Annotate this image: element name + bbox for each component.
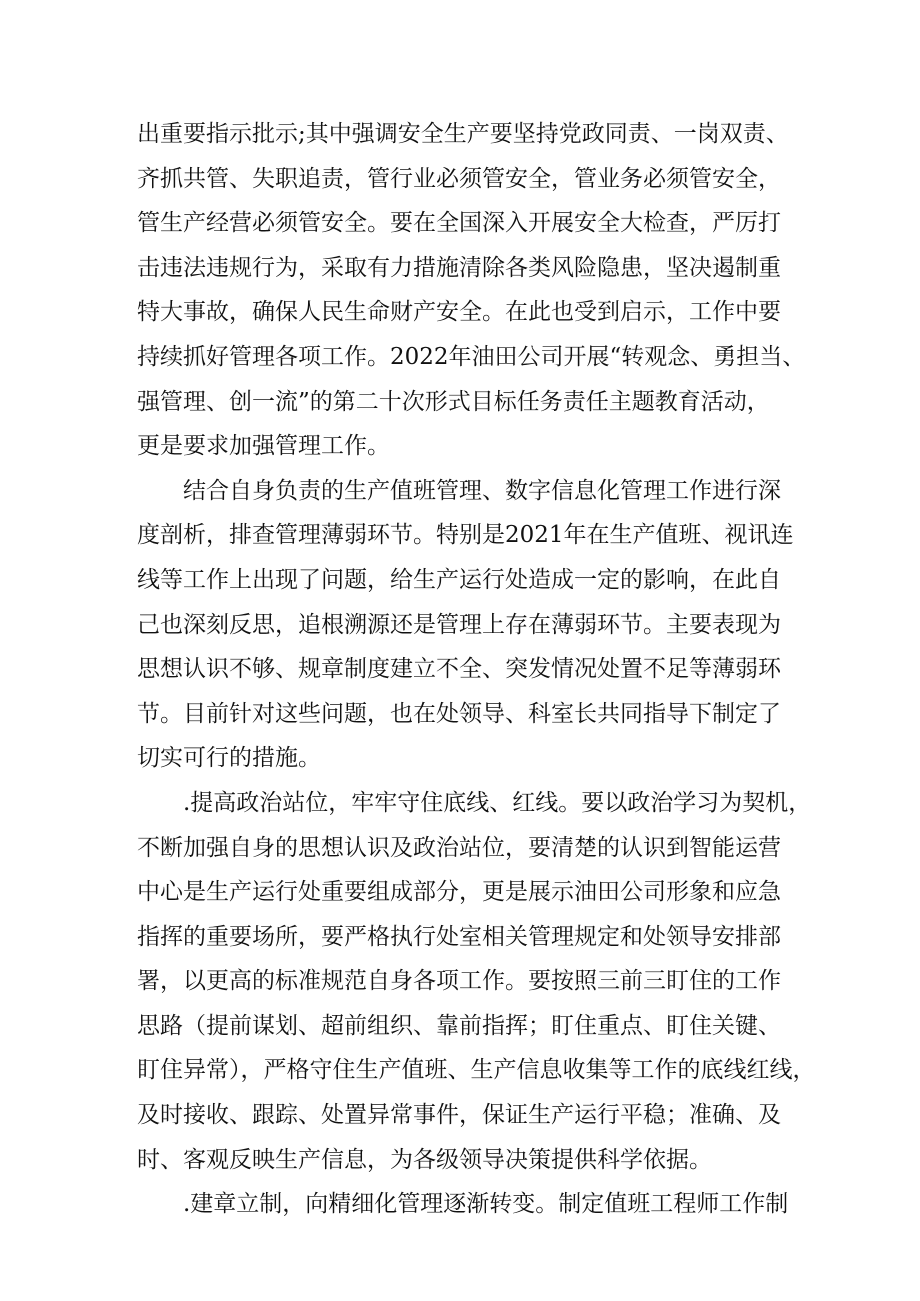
text-line: 切实可行的措施。 [137,745,321,772]
paragraph [137,781,827,1182]
text-line: 更是要求加强管理工作。 [137,433,390,460]
paragraph [137,1182,827,1227]
paragraph [137,112,827,469]
text-line: 己也深刻反思，追根溯源还是管理上存在薄弱环节。主要表现为 [137,611,781,638]
text-line: 思路（提前谋划、超前组织、靠前指挥；盯住重点、盯住关键、 [137,1012,781,1039]
text-line: 度剖析，排查管理薄弱环节。特别是2021年在生产值班、视讯连 [137,522,794,549]
text-line: 思想认识不够、规章制度建立不全、突发情况处置不足等薄弱环 [137,656,781,683]
text-line: .建章立制，向精细化管理逐渐转变。制定值班工程师工作制 [183,1191,789,1218]
text-line: 结合自身负责的生产值班管理、数字信息化管理工作进行深 [183,477,781,504]
text-line: 出重要指示批示;其中强调安全生产要坚持党政同责、一岗双责、 [137,121,789,147]
text-line: 中心是生产运行处重要组成部分，更是展示油田公司形象和应急 [137,879,781,906]
text-line: 击违法违规行为，采取有力措施清除各类风险隐患，坚决遏制重 [137,254,781,281]
text-line: 齐抓共管、失职追责，管行业必须管安全，管业务必须管安全， [137,165,781,192]
text-line: .提高政治站位，牢牢守住底线、红线。要以政治学习为契机， [183,789,812,816]
text-line: 节。目前针对这些问题，也在处领导、科室长共同指导下制定了 [137,700,781,727]
text-line: 盯住异常），严格守住生产值班、生产信息收集等工作的底线红线， [137,1057,816,1084]
text-line: 不断加强自身的思想认识及政治站位，要清楚的认识到智能运营 [137,834,781,861]
text-line: 特大事故，确保人民生命财产安全。在此也受到启示，工作中要 [137,299,781,326]
text-line: 指挥的重要场所，要严格执行处室相关管理规定和处领导安排部 [137,923,781,950]
text-line: 时、客观反映生产信息，为各级领导决策提供科学依据。 [137,1146,712,1173]
text-line: 强管理、创一流”的第二十次形式目标任务责任主题教育活动， [137,388,770,415]
text-line: 线等工作上出现了问题，给生产运行处造成一定的影响，在此自 [137,566,781,593]
text-line: 持续抓好管理各项工作。2022年油田公司开展“转观念、勇担当、 [137,343,806,370]
text-line: 署，以更高的标准规范自身各项工作。要按照三前三盯住的工作 [137,968,781,995]
text-line: 及时接收、跟踪、处置异常事件，保证生产运行平稳；准确、及 [137,1102,781,1129]
paragraph [137,469,827,781]
document-body [137,112,827,1227]
text-line: 管生产经营必须管安全。要在全国深入开展安全大检查，严厉打 [137,210,781,237]
